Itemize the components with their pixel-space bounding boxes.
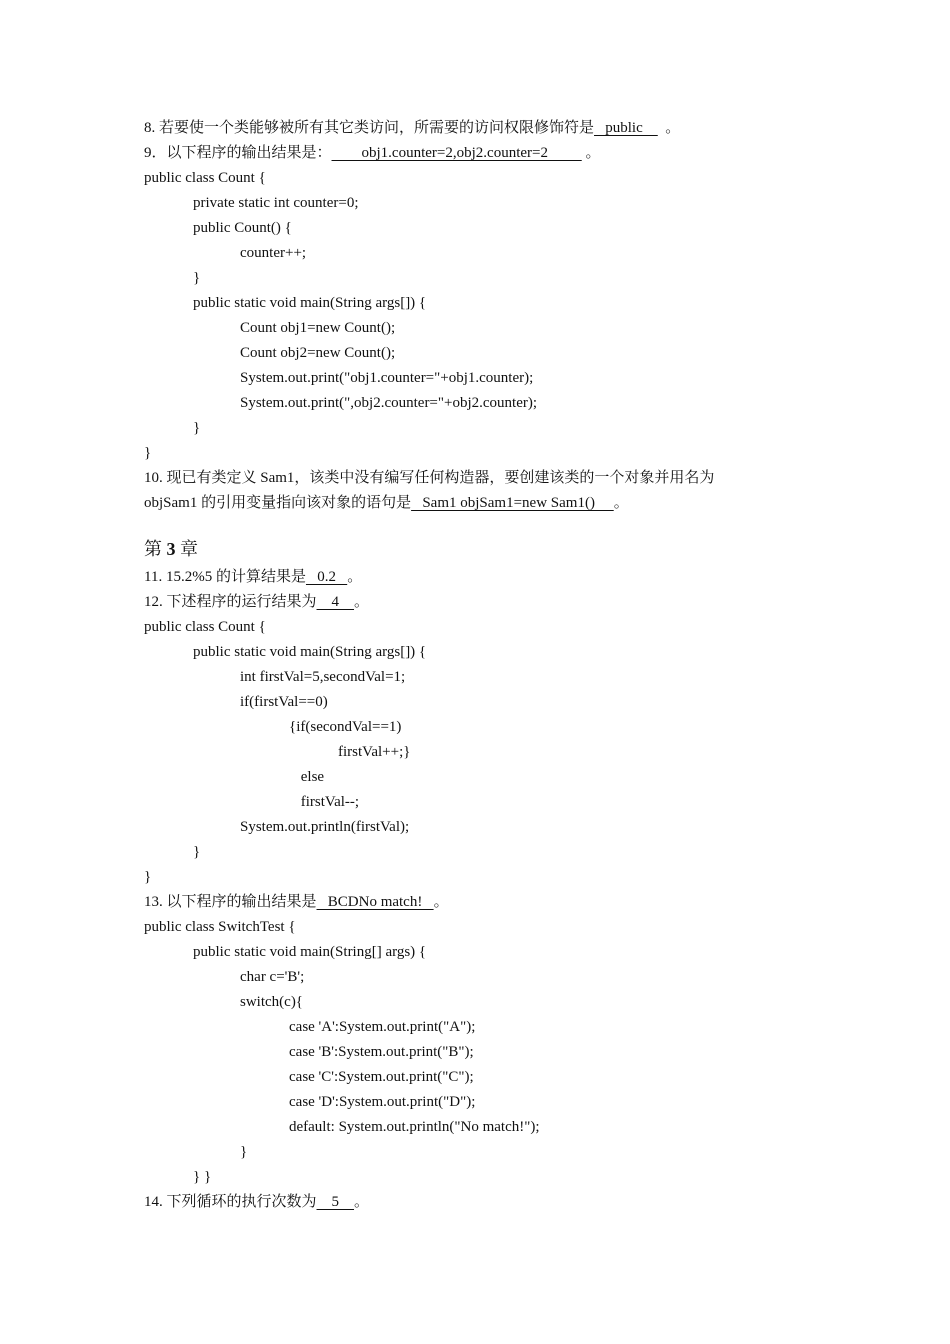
question-12 <box>144 592 369 612</box>
question-suffix: 。 <box>354 1194 370 1210</box>
code-line: } <box>178 270 201 286</box>
question-suffix: 。 <box>657 120 681 136</box>
code-line: else <box>252 769 325 785</box>
code-line: Count obj1=new Count(); <box>210 320 396 336</box>
chapter-number: 3 <box>166 539 176 559</box>
chapter-heading <box>144 538 198 560</box>
code-line: System.out.print(",obj2.counter="+obj2.counter); <box>210 395 538 411</box>
question-text: objSam1 的引用变量指向该对象的语句是 <box>144 495 412 511</box>
question-text: 13. 以下程序的输出结果是 <box>144 894 317 910</box>
question-9 <box>144 143 601 163</box>
code-line: } <box>144 869 152 885</box>
code-line: } <box>144 445 152 461</box>
code-line: } <box>178 420 201 436</box>
answer-blank: 4 <box>316 594 355 610</box>
question-suffix: 。 <box>581 145 601 161</box>
code-line: public Count() { <box>178 220 292 236</box>
code-line: public static void main(String args[]) { <box>178 644 427 660</box>
code-line: System.out.println(firstVal); <box>210 819 410 835</box>
code-line: default: System.out.println("No match!"); <box>244 1119 540 1135</box>
code-line: if(firstVal==0) <box>210 694 328 710</box>
code-line: firstVal--; <box>252 794 360 810</box>
code-line: public static void main(String args[]) { <box>178 295 427 311</box>
code-line: {if(secondVal==1) <box>244 719 402 735</box>
answer-blank: 5 <box>316 1194 355 1210</box>
answer-blank: obj1.counter=2,obj2.counter=2 <box>331 145 582 161</box>
question-14 <box>144 1192 369 1212</box>
question-text: 14. 下列循环的执行次数为 <box>144 1194 317 1210</box>
code-line: System.out.print("obj1.counter="+obj1.counter); <box>210 370 534 386</box>
code-line: int firstVal=5,secondVal=1; <box>210 669 406 685</box>
question-text: 8. 若要使一个类能够被所有其它类访问，所需要的访问权限修饰符是 <box>144 120 595 136</box>
code-line: case 'D':System.out.print("D"); <box>244 1094 476 1110</box>
question-suffix: 。 <box>354 594 370 610</box>
question-10-line-2 <box>144 493 629 513</box>
answer-blank: Sam1 objSam1=new Sam1() <box>411 495 614 511</box>
question-text: 9．以下程序的输出结果是： <box>144 145 332 161</box>
code-line: case 'B':System.out.print("B"); <box>244 1044 474 1060</box>
question-text: 11. 15.2%5 的计算结果是 <box>144 569 306 585</box>
code-line: char c='B'; <box>210 969 305 985</box>
code-line: firstVal++;} <box>278 744 411 760</box>
question-suffix: 。 <box>613 495 629 511</box>
answer-blank: 0.2 <box>305 569 348 585</box>
question-11 <box>144 567 362 587</box>
code-line: switch(c){ <box>210 994 304 1010</box>
question-suffix: 。 <box>347 569 363 585</box>
question-suffix: 。 <box>433 894 449 910</box>
code-line: counter++; <box>210 245 307 261</box>
question-10-line-1: 10. 现已有类定义 Sam1，该类中没有编写任何构造器，要创建该类的一个对象并用名为 <box>144 470 715 486</box>
code-line: public class Count { <box>144 619 266 635</box>
question-8 <box>144 118 680 138</box>
code-line: case 'A':System.out.print("A"); <box>244 1019 476 1035</box>
question-13 <box>144 892 449 912</box>
code-line: public class Count { <box>144 170 266 186</box>
chapter-suffix: 章 <box>175 539 198 559</box>
code-line: public class SwitchTest { <box>144 919 296 935</box>
code-line: } <box>178 844 201 860</box>
code-line: public static void main(String[] args) { <box>178 944 427 960</box>
code-line: } } <box>178 1169 212 1185</box>
code-line: Count obj2=new Count(); <box>210 345 396 361</box>
answer-blank: BCDNo match! <box>316 894 434 910</box>
code-line: private static int counter=0; <box>178 195 359 211</box>
answer-blank: public <box>594 120 658 136</box>
chapter-prefix: 第 <box>144 539 167 559</box>
question-text: 12. 下述程序的运行结果为 <box>144 594 317 610</box>
code-line: } <box>210 1144 248 1160</box>
code-line: case 'C':System.out.print("C"); <box>244 1069 474 1085</box>
